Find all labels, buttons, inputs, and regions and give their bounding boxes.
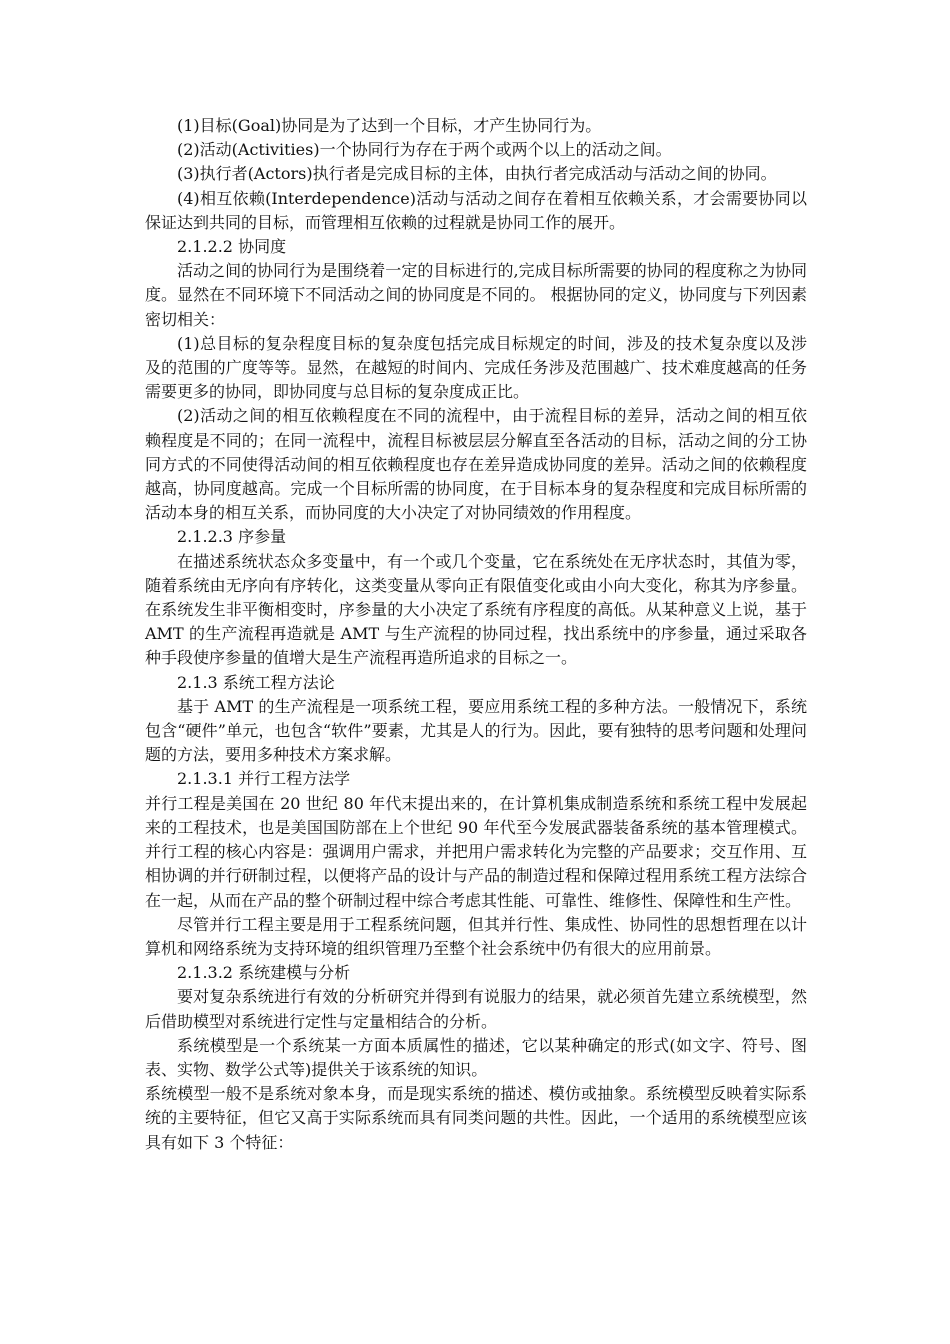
paragraph-goal: (1)目标(Goal)协同是为了达到一个目标，才产生协同行为。 bbox=[177, 116, 602, 135]
paragraph-actors: (3)执行者(Actors)执行者是完成目标的主体，由执行者完成活动与活动之间的协同。 bbox=[177, 164, 777, 184]
paragraph-activity-dependence: (2)活动之间的相互依赖程度在不同的流程中，由于流程目标的差异，活动之间的相互依赖程度是不同的；在同一流程中，流程目标被层层分解直至各活动的目标，活动之间的分工协同方式的不同使得活动间的相互依赖程度也存在差异造成协同度的差异。活动之间的依赖程度越高，协同度越高。完成一个目标所需的协同度，在于目标本身的复杂程度和完成目标所需的活动本身的相互关系，而协同度的大小决定了对协同绩效的作用程度。 bbox=[145, 406, 807, 523]
paragraph-interdependence: (4)相互依赖(Interdependence)活动与活动之间存在着相互依赖关系，才会需要协同以保证达到共同的目标，而管理相互依赖的过程就是协同工作的展开。 bbox=[145, 188, 807, 232]
paragraph-coordination-degree: 活动之间的协同行为是围绕着一定的目标进行的,完成目标所需要的协同的程度称之为协同度。显然在不同环境下不同活动之间的协同度是不同的。 根据协同的定义，协同度与下列因素密切相关： bbox=[145, 261, 807, 329]
paragraph-activities: (2)活动(Activities)一个协同行为存在于两个或两个以上的活动之间。 bbox=[177, 140, 672, 160]
paragraph-goal-complexity: (1)总目标的复杂程度目标的复杂度包括完成目标规定的时间，涉及的技术复杂度以及涉及的范围的广度等等。显然，在越短的时间内、完成任务涉及范围越广、技术难度越高的任务需要更多的协同，即协同度与总目标的复杂度成正比。 bbox=[145, 333, 807, 402]
section-heading-2-1-2-2: 2.1.2.2 协同度 bbox=[177, 237, 287, 257]
paragraph-system-model-features: 系统模型一般不是系统对象本身，而是现实系统的描述、模仿或抽象。系统模型反映着实际系统的主要特征，但它又高于实际系统而具有同类问题的共性。因此，一个适用的系统模型应该具有如下 3 个特征： bbox=[145, 1084, 807, 1152]
paragraph-system-modeling: 要对复杂系统进行有效的分析研究并得到有说服力的结果，就必须首先建立系统模型，然后借助模型对系统进行定性与定量相结合的分析。 bbox=[145, 987, 807, 1031]
paragraph-systems-engineering: 基于 AMT 的生产流程是一项系统工程，要应用系统工程的多种方法。一般情况下，系统包含“硬件”单元，也包含“软件”要素，尤其是人的行为。因此，要有独特的思考问题和处理问题的方法，要用多种技术方案求解。 bbox=[145, 696, 807, 765]
paragraph-order-parameter: 在描述系统状态众多变量中，有一个或几个变量，它在系统处在无序状态时，其值为零，随着系统由无序向有序转化，这类变量从零向正有限值变化或由小向大变化，称其为序参量。在系统发生非平衡相变时，序参量的大小决定了系统有序程度的高低。从某种意义上说，基于 AMT 的生产流程再造就是 AMT 与生产流程的协同过程，找出系统中的序参量，通过采取各种手段使序参量的值增大是生产流程再造所追求的目标之一。 bbox=[145, 551, 807, 668]
paragraph-concurrent-engineering: 并行工程是美国在 20 世纪 80 年代末提出来的，在计算机集成制造系统和系统工程中发展起来的工程技术，也是美国国防部在上个世纪 90 年代至今发展武器装备系统的基本管理模式。并行工程的核心内容是：强调用户需求，并把用户需求转化为完整的产品要求；交互作用、互相协调的并行研制过程，以便将产品的设计与产品的制造过程和保障过程用系统工程方法综合在一起，从而在产品的整个研制过程中综合考虑其性能、可靠性、维修性、保障性和生产性。 bbox=[145, 793, 807, 910]
section-heading-2-1-3: 2.1.3 系统工程方法论 bbox=[177, 672, 335, 692]
paragraph-concurrent-application: 尽管并行工程主要是用于工程系统问题，但其并行性、集成性、协同性的思想哲理在以计算机和网络系统为支持环境的组织管理乃至整个社会系统中仍有很大的应用前景。 bbox=[145, 914, 807, 958]
section-heading-2-1-2-3: 2.1.2.3 序参量 bbox=[177, 527, 287, 547]
section-heading-2-1-3-1: 2.1.3.1 并行工程方法学 bbox=[177, 769, 351, 789]
paragraph-system-model-definition: 系统模型是一个系统某一方面本质属性的描述，它以某种确定的形式(如文字、符号、图表、实物、数学公式等)提供关于该系统的知识。 bbox=[145, 1035, 807, 1079]
document-body bbox=[145, 114, 807, 1155]
section-heading-2-1-3-2: 2.1.3.2 系统建模与分析 bbox=[177, 963, 351, 983]
